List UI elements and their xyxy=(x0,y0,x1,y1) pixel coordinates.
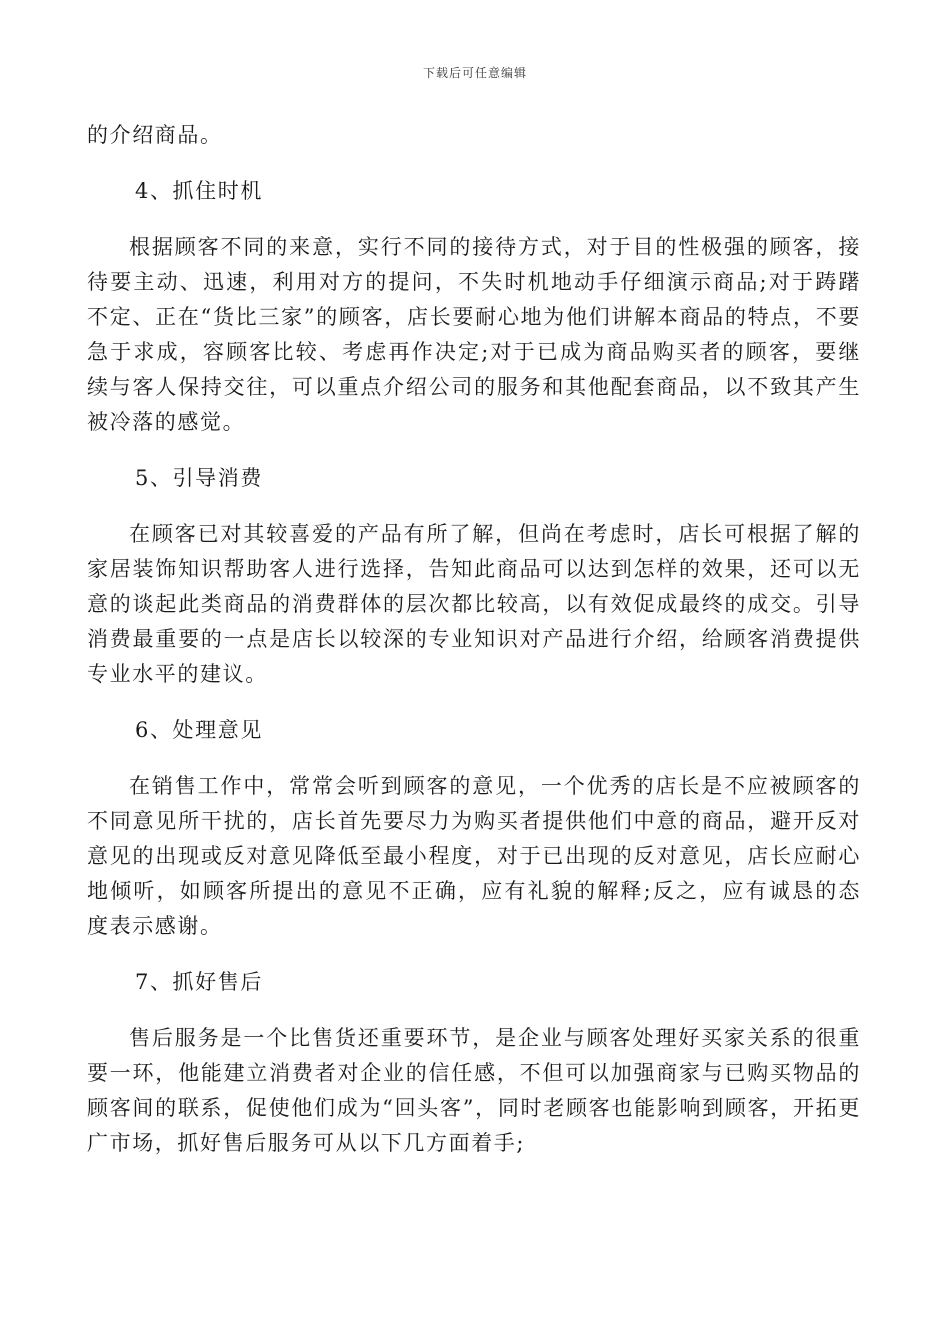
paragraph-section-4: 根据顾客不同的来意，实行不同的接待方式，对于目的性极强的顾客，接待要主动、迅速，利用对方的提问，不失时机地动手仔细演示商品;对于踌躇不定、正在“货比三家”的顾客，店长要耐心地为他们讲解本商品的特点，不要急于求成，容顾客比较、考虑再作决定;对于已成为商品购买者的顾客，要继续与客人保持交往，可以重点介绍公司的服务和其他配套商品，以不致其产生被冷落的感觉。 xyxy=(87,235,861,434)
section-heading-6: 6、处理意见 xyxy=(135,718,263,742)
paragraph-intro-tail: 的介绍商品。 xyxy=(87,123,223,147)
section-heading-7: 7、抓好售后 xyxy=(135,970,263,994)
document-body xyxy=(87,118,861,1161)
page-header: 下载后可任意编辑 xyxy=(422,66,527,80)
section-heading-5: 5、引导消费 xyxy=(135,466,263,490)
paragraph-section-5: 在顾客已对其较喜爱的产品有所了解，但尚在考虑时，店长可根据了解的家居装饰知识帮助客人进行选择，告知此商品可以达到怎样的效果，还可以无意的谈起此类商品的消费群体的层次都比较高，以有效促成最终的成交。引导消费最重要的一点是店长以较深的专业知识对产品进行介绍，给顾客消费提供专业水平的建议。 xyxy=(87,522,861,686)
paragraph-section-7: 售后服务是一个比售货还重要环节，是企业与顾客处理好买家关系的很重要一环，他能建立消费者对企业的信任感，不但可以加强商家与已购买物品的顾客间的联系，促使他们成为“回头客”，同时老顾客也能影响到顾客，开拓更广市场，抓好售后服务可从以下几方面着手; xyxy=(87,1026,861,1155)
section-heading-4: 4、抓住时机 xyxy=(135,179,263,203)
paragraph-section-6: 在销售工作中，常常会听到顾客的意见，一个优秀的店长是不应被顾客的不同意见所干扰的，店长首先要尽力为购买者提供他们中意的商品，避开反对意见的出现或反对意见降低至最小程度，对于已出现的反对意见，店长应耐心地倾听，如顾客所提出的意见不正确，应有礼貌的解释;反之，应有诚恳的态度表示感谢。 xyxy=(87,774,861,938)
